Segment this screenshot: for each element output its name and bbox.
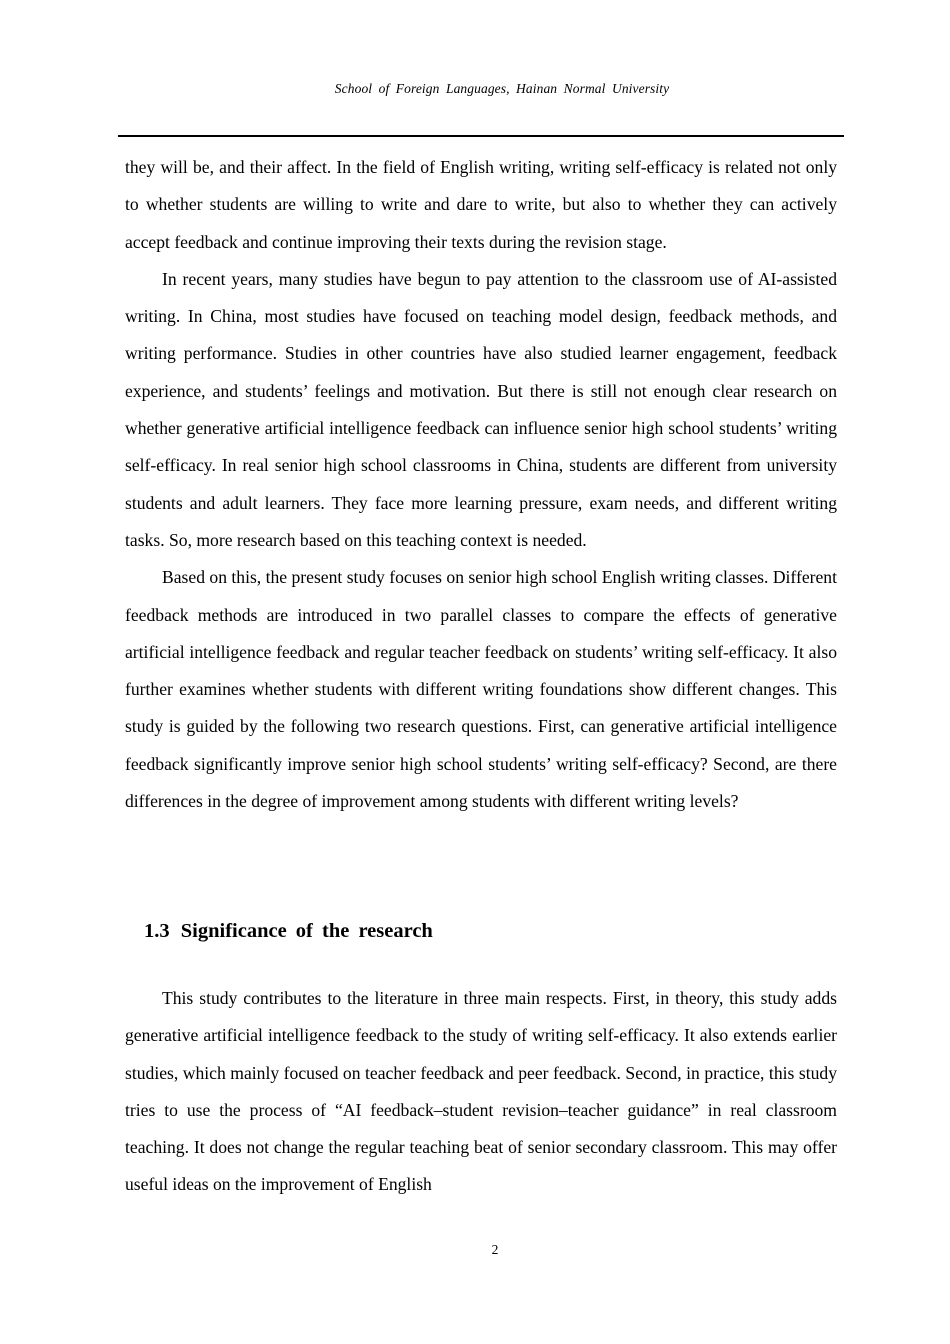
page-number: 2: [491, 1242, 499, 1257]
paragraph-research-questions: Based on this, the present study focuses on senior high school English writing classes. Different feedback methods are introduced in two parallel classes to compare the effects of generative artificial intelligence feedback and regular teacher feedback on students’ writing self-efficacy. It also further examines whether students with different writing foundations show different changes. This study is guided by the following two research questions. First, can generative artificial intelligence feedback significantly improve senior high school students’ writing self-efficacy? Second, are there differences in the degree of improvement among students with different writing levels?: [125, 567, 837, 812]
section-title: Significance of the research: [180, 920, 433, 942]
header-divider: [118, 135, 844, 137]
section-number: 1.3: [144, 920, 170, 942]
body-text-before-section: [125, 149, 837, 820]
paragraph-continuation: they will be, and their affect. In the field of English writing, writing self-efficacy is related not only to whether students are willing to write and dare to write, but also to whether they can actively accept feedback and continue improving their texts during the revision stage.: [125, 157, 837, 252]
paragraph-significance: This study contributes to the literature in three main respects. First, in theory, this study adds generative artificial intelligence feedback to the study of writing self-efficacy. It also extends earlier studies, which mainly focused on teacher feedback and peer feedback. Second, in practice, this study tries to use the process of “AI feedback–student revision–teacher guidance” in real classroom teaching. It does not change the regular teaching beat of senior secondary classroom. This may offer useful ideas on the improvement of English: [125, 988, 837, 1195]
section-heading: [144, 920, 433, 943]
paragraph-research-background: In recent years, many studies have begun to pay attention to the classroom use of AI-assisted writing. In China, most studies have focused on teaching model design, feedback methods, and writing performance. Studies in other countries have also studied learner engagement, feedback experience, and students’ feelings and motivation. But there is still not enough clear research on whether generative artificial intelligence feedback can influence senior high school students’ writing self-efficacy. In real senior high school classrooms in China, students are different from university students and adult learners. They face more learning pressure, exam needs, and different writing tasks. So, more research based on this teaching context is needed.: [125, 268, 837, 550]
body-text-after-section: [125, 980, 837, 1204]
running-header: School of Foreign Languages, Hainan Normal University: [334, 81, 670, 96]
